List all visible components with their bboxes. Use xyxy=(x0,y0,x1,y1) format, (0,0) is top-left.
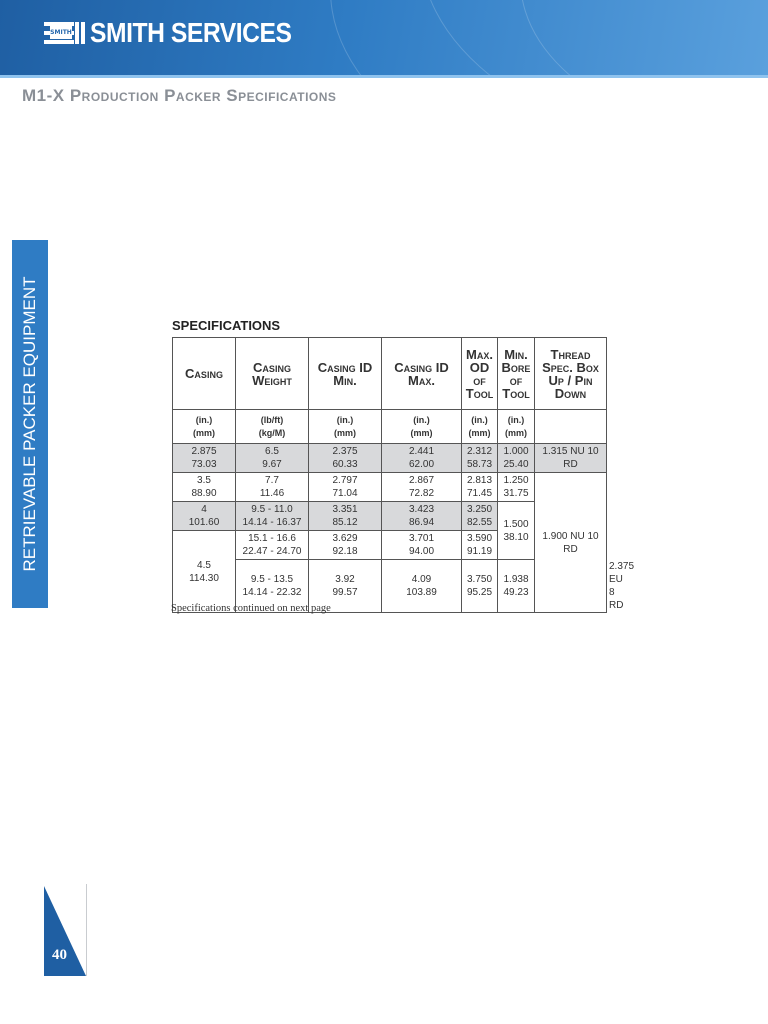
section-side-tab xyxy=(12,240,48,608)
unit-cell: (in.) (mm) xyxy=(462,410,498,444)
table-row: 9.5 - 13.5 14.14 - 22.32 3.92 99.57 4.09 103.89 3.750 95.25 1.938 49.23 2.375 EU 8 RD xyxy=(173,560,607,613)
specifications-heading: SPECIFICATIONS xyxy=(172,318,281,333)
column-header-thread-spec: Thread Spec. Box Up / Pin Down xyxy=(535,338,607,410)
table-cell: 15.1 - 16.6 22.47 - 24.70 xyxy=(236,531,309,560)
unit-cell: (in.) (mm) xyxy=(173,410,236,444)
table-cell: 2.312 58.73 xyxy=(462,444,498,473)
smith-services-logo xyxy=(44,16,319,50)
section-side-tab-label: RETRIEVABLE PACKER EQUIPMENT xyxy=(20,276,39,572)
table-cell: 1.900 NU 10 RD xyxy=(535,473,607,613)
table-cell: 1.000 25.40 xyxy=(498,444,535,473)
table-cell: 4 101.60 xyxy=(173,502,236,531)
table-cell: 2.813 71.45 xyxy=(462,473,498,502)
table-cell: 1.938 49.23 xyxy=(498,560,535,613)
table-cell: 2.867 72.82 xyxy=(382,473,462,502)
table-cell: 4.09 103.89 xyxy=(382,560,462,613)
table-cell: 2.875 73.03 xyxy=(173,444,236,473)
smith-logo-icon: SMITH xyxy=(44,20,86,46)
column-header-casing-id-max: Casing ID Max. xyxy=(382,338,462,410)
column-header-casing-id-min: Casing ID Min. xyxy=(309,338,382,410)
table-cell: 2.797 71.04 xyxy=(309,473,382,502)
table-cell: 3.750 95.25 xyxy=(462,560,498,613)
page-title: M1-X Production Packer Specifications xyxy=(22,86,337,105)
table-row xyxy=(173,444,607,473)
table-cell: 6.5 9.67 xyxy=(236,444,309,473)
table-cell: 9.5 - 13.5 14.14 - 22.32 xyxy=(236,560,309,613)
table-cell: 1.315 NU 10 RD xyxy=(535,444,607,473)
banner-rule xyxy=(0,75,768,78)
table-cell: 1.250 31.75 xyxy=(498,473,535,502)
table-cell: 3.590 91.19 xyxy=(462,531,498,560)
units-row xyxy=(173,410,607,444)
unit-cell: (in.) (mm) xyxy=(309,410,382,444)
table-cell: 3.423 86.94 xyxy=(382,502,462,531)
header-banner xyxy=(0,0,768,78)
unit-cell: (in.) (mm) xyxy=(382,410,462,444)
unit-cell xyxy=(535,410,607,444)
table-cell: 3.351 85.12 xyxy=(309,502,382,531)
column-header-min-bore: Min. Bore of Tool xyxy=(498,338,535,410)
table-cell: 4.5 114.30 xyxy=(173,531,236,613)
continuation-note: Specifications continued on next page xyxy=(171,603,331,614)
table-cell: 7.7 11.46 xyxy=(236,473,309,502)
table-cell: 1.500 38.10 xyxy=(498,502,535,560)
table-cell: 3.5 88.90 xyxy=(173,473,236,502)
table-row xyxy=(173,473,607,502)
unit-cell: (lb/ft) (kg/M) xyxy=(236,410,309,444)
table-cell: 3.701 94.00 xyxy=(382,531,462,560)
table-cell: 3.92 99.57 xyxy=(309,560,382,613)
table-cell: 2.375 60.33 xyxy=(309,444,382,473)
table-cell: 2.441 62.00 xyxy=(382,444,462,473)
column-header-max-od: Max. OD of Tool xyxy=(462,338,498,410)
unit-cell: (in.) (mm) xyxy=(498,410,535,444)
column-header-casing-weight: Casing Weight xyxy=(236,338,309,410)
brand-name: SMITH SERVICES xyxy=(90,17,292,48)
table-cell: 9.5 - 11.0 14.14 - 16.37 xyxy=(236,502,309,531)
table-cell: 3.629 92.18 xyxy=(309,531,382,560)
table-cell: 3.250 82.55 xyxy=(462,502,498,531)
page-number-divider xyxy=(86,884,87,976)
page-number: 40 xyxy=(52,947,67,963)
column-header-casing: Casing xyxy=(173,338,236,410)
table-header-row xyxy=(173,338,607,410)
specifications-table xyxy=(172,337,635,613)
